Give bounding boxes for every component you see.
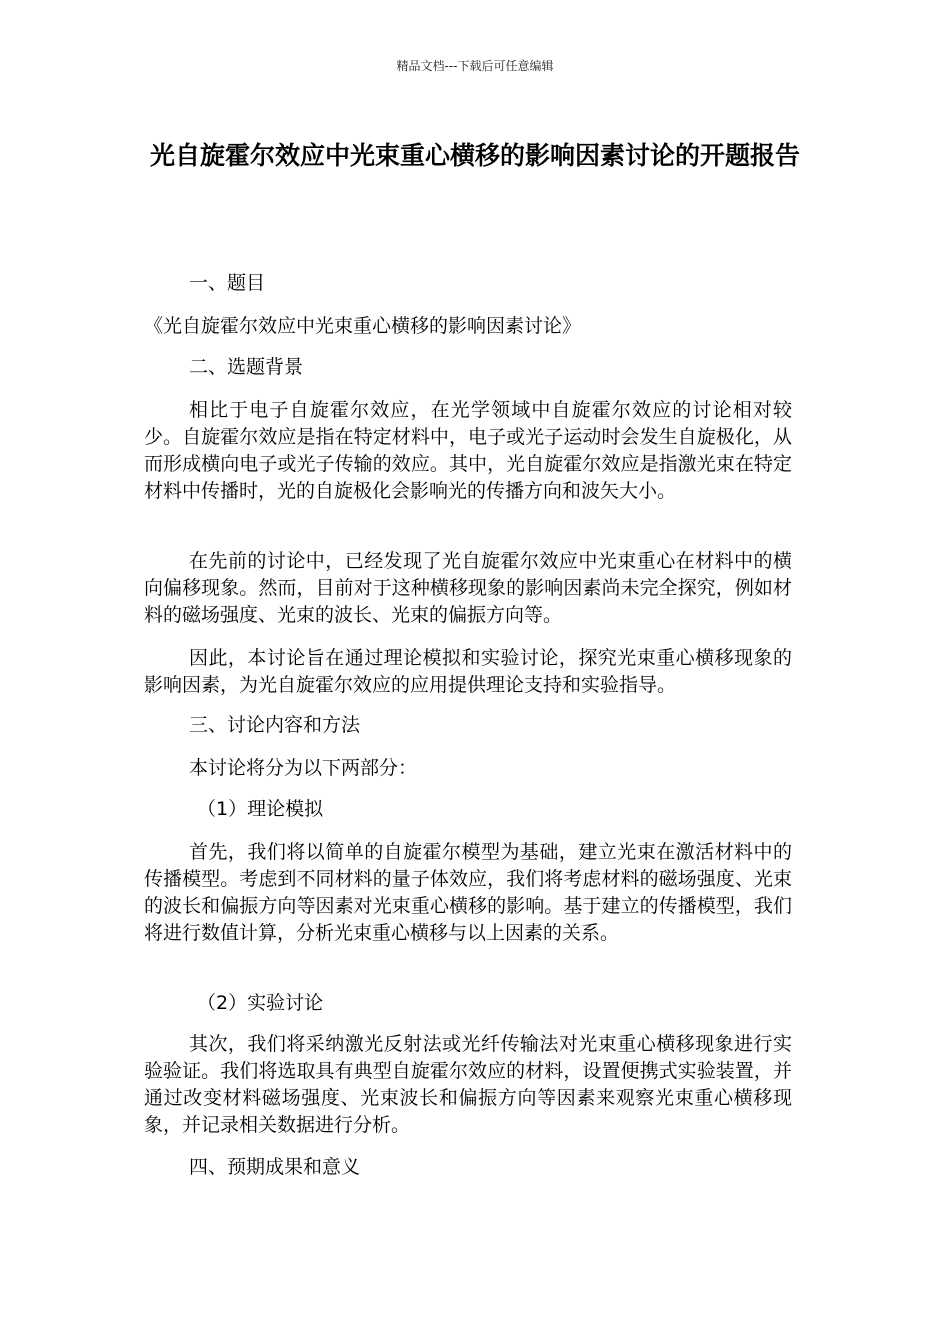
topic-text: 《光自旋霍尔效应中光束重心横移的影响因素讨论》 xyxy=(144,315,582,337)
document-title: 光自旋霍尔效应中光束重心横移的影响因素讨论的开题报告 xyxy=(149,141,800,170)
page-header: 精品文档---下载后可任意编辑 xyxy=(396,59,554,73)
heading-experiment: （2）实验讨论 xyxy=(197,992,324,1014)
experiment-paragraph: 其次，我们将采纳激光反射法或光纤传输法对光束重心横移现象进行实验验证。我们将选取具有典型自旋霍尔效应的材料，设置便携式实验装置，并通过改变材料磁场强度、光束波长和偏振方向等因素来观察光束重心横移现象，并记录相关数据进行分析。 xyxy=(144,1033,792,1136)
heading-expected-results: 四、预期成果和意义 xyxy=(189,1156,361,1178)
heading-background: 二、选题背景 xyxy=(189,356,304,378)
theory-paragraph: 首先，我们将以简单的自旋霍尔模型为基础，建立光束在激活材料中的传播模型。考虑到不同材料的量子体效应，我们将考虑材料的磁场强度、光束的波长和偏振方向等因素对光束重心横移的影响。基于建立的传播模型，我们将进行数值计算，分析光束重心横移与以上因素的关系。 xyxy=(144,841,792,944)
background-paragraph-3: 因此，本讨论旨在通过理论模拟和实验讨论，探究光束重心横移现象的影响因素，为光自旋霍尔效应的应用提供理论支持和实验指导。 xyxy=(144,647,792,696)
heading-content-method: 三、讨论内容和方法 xyxy=(189,714,361,736)
background-paragraph-1: 相比于电子自旋霍尔效应，在光学领域中自旋霍尔效应的讨论相对较少。自旋霍尔效应是指在特定材料中，电子或光子运动时会发生自旋极化，从而形成横向电子或光子传输的效应。其中，光自旋霍尔效应是指激光束在特定材料中传播时，光的自旋极化会影响光的传播方向和波矢大小。 xyxy=(144,399,792,502)
heading-topic: 一、题目 xyxy=(189,272,266,294)
heading-theory-simulation: （1）理论模拟 xyxy=(197,798,324,820)
background-paragraph-2: 在先前的讨论中，已经发现了光自旋霍尔效应中光束重心在材料中的横向偏移现象。然而，目前对于这种横移现象的影响因素尚未完全探究，例如材料的磁场强度、光束的波长、光束的偏振方向等。 xyxy=(144,550,792,626)
content-intro: 本讨论将分为以下两部分： xyxy=(189,757,418,779)
